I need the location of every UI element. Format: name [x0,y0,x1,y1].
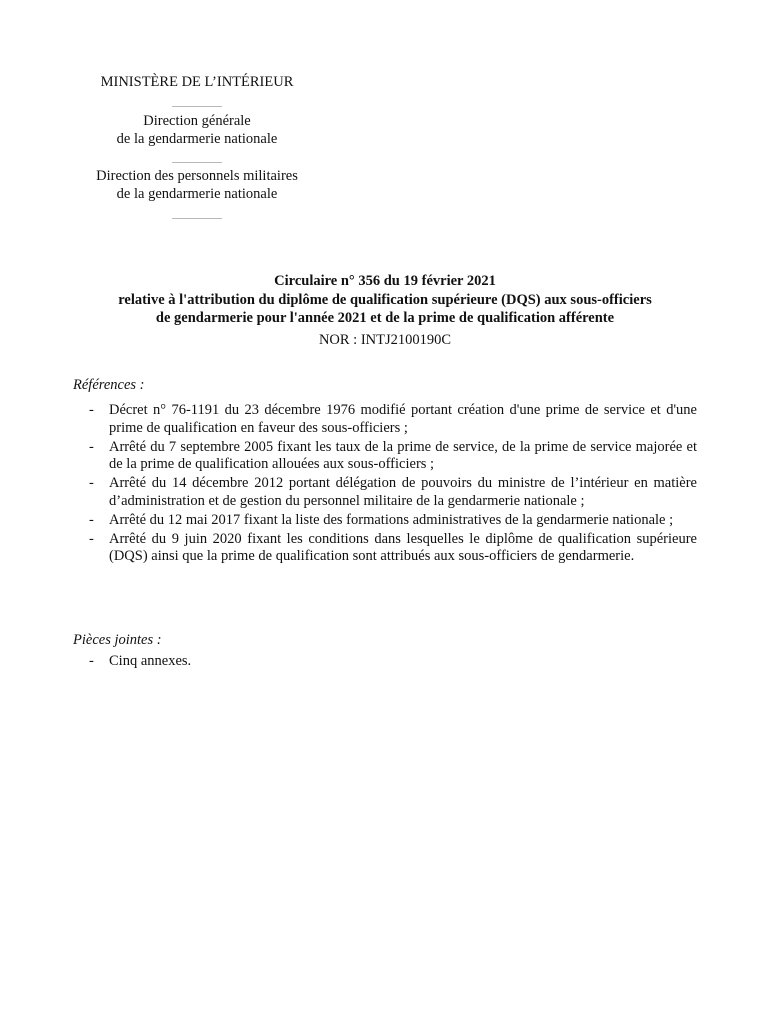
list-item: - Arrêté du 7 septembre 2005 fixant les taux de la prime de service, de la prime de service majorée et de la prime de qualification allouées aux sous-officiers ; [89,439,697,474]
separator-2 [172,162,222,163]
list-item: - Décret n° 76-1191 du 23 décembre 1976 modifié portant création d'une prime de service et d'une prime de qualification en faveur des sous-officiers ; [89,402,697,437]
direction-personnels [72,167,322,203]
separator-3 [172,218,222,219]
attachments-list [89,653,697,672]
direction-generale [72,112,322,148]
title-line-3: de gendarmerie pour l'année 2021 et de la prime de qualification afférente [155,310,615,326]
dpm-line-2: de la gendarmerie nationale [116,186,278,202]
nor-number: NOR : INTJ2100190C [318,331,452,348]
list-item: - Cinq annexes. [89,653,697,671]
list-item: - Arrêté du 9 juin 2020 fixant les conditions dans lesquelles le diplôme de qualification supérieure (DQS) ainsi que la prime de qualification sont attribués aux sous-officiers de gendarmerie. [89,531,697,566]
references-label: Références : [73,377,145,393]
dpm-line-1: Direction des personnels militaires [96,168,298,184]
title-line-1: Circulaire n° 356 du 19 février 2021 [274,273,496,289]
references-list [89,402,697,567]
ministry-name [72,73,322,91]
separator-1 [172,106,222,107]
circular-title [0,272,770,349]
list-item: - Arrêté du 12 mai 2017 fixant la liste des formations administratives de la gendarmerie nationale ; [89,512,697,530]
list-item: - Arrêté du 14 décembre 2012 portant délégation de pouvoirs du ministre de l’intérieur en matière d’administration et de gestion du personnel militaire de la gendarmerie nationale ; [89,475,697,510]
ministry-title: MINISTÈRE DE L’INTÉRIEUR [100,74,294,90]
dg-line-1: Direction générale [143,113,251,129]
dg-line-2: de la gendarmerie nationale [116,131,278,147]
title-line-2: relative à l'attribution du diplôme de qualification supérieure (DQS) aux sous-officiers [118,291,652,308]
attachments-label: Pièces jointes : [73,632,162,648]
